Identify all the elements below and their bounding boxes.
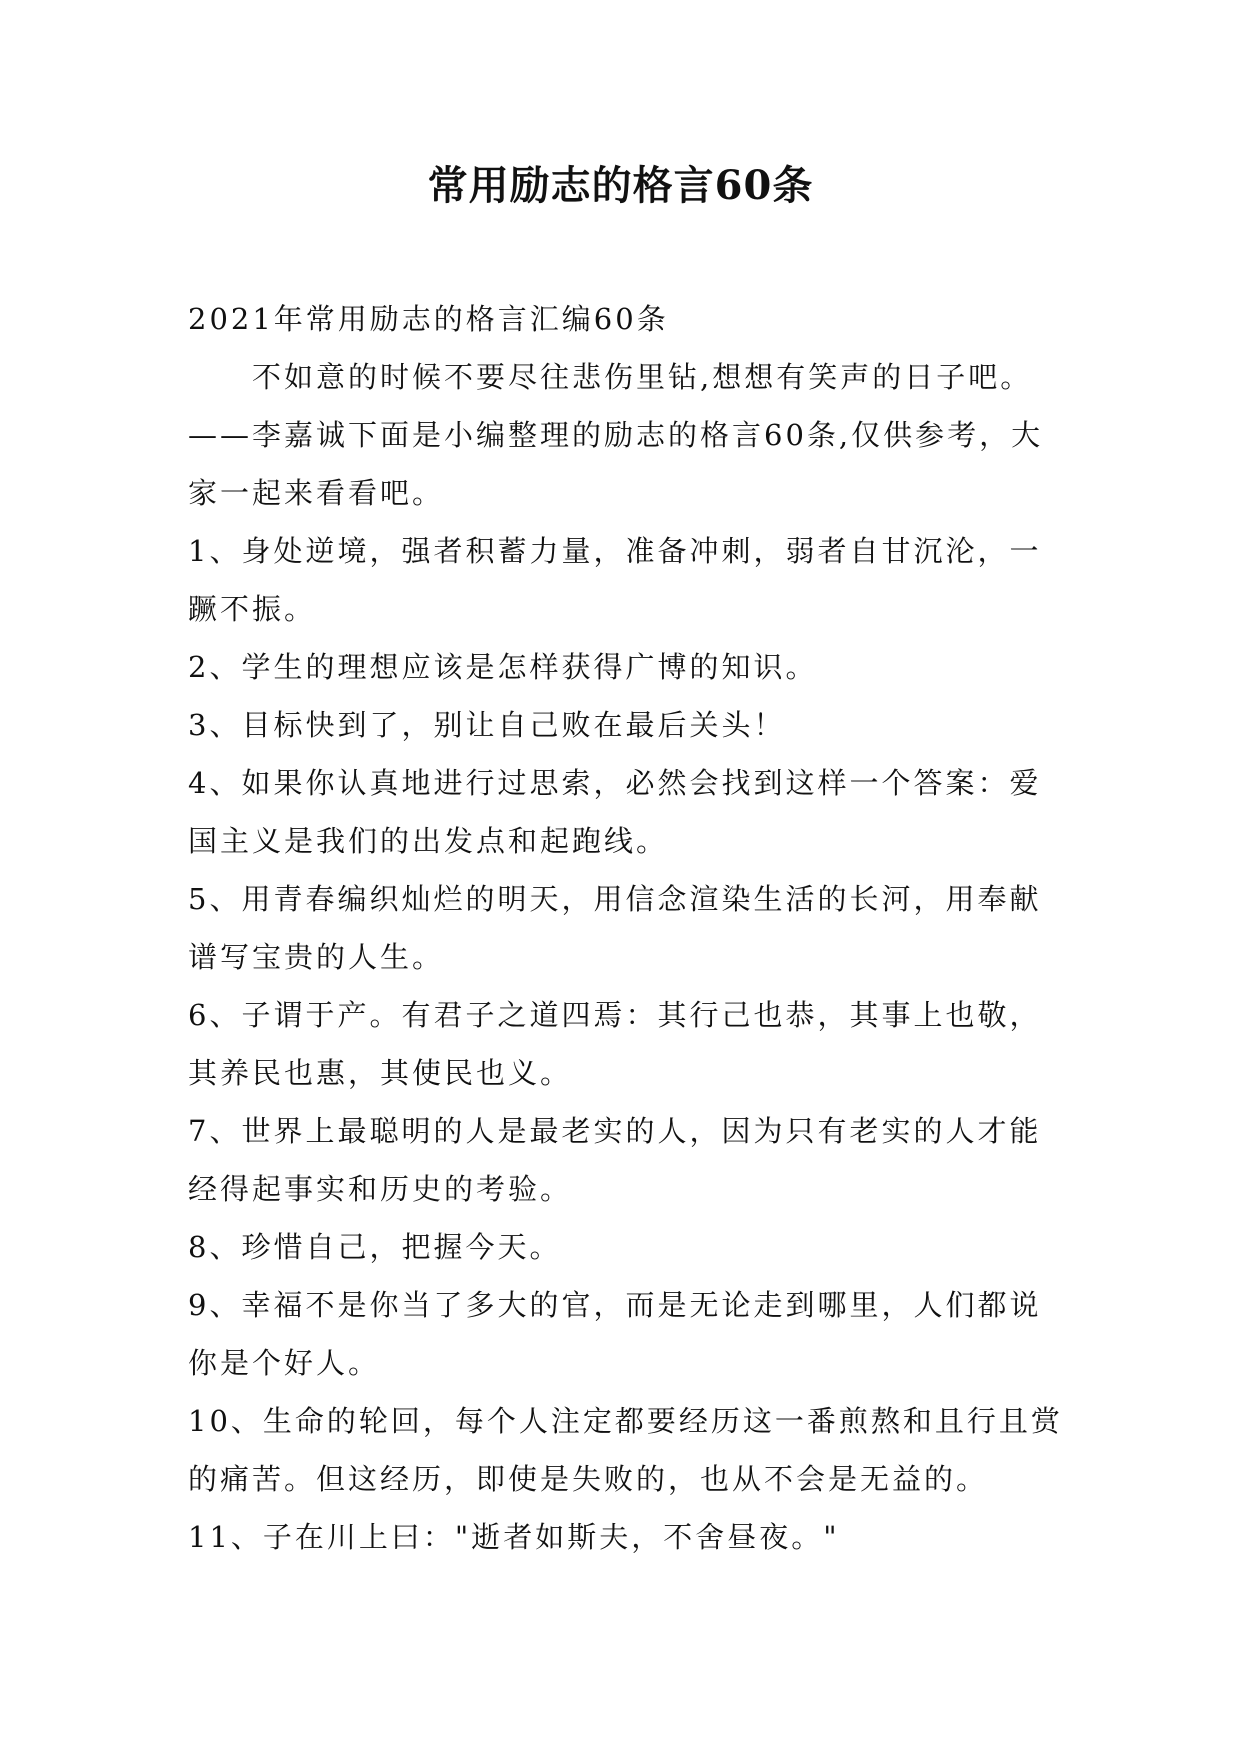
list-item: 3、目标快到了，别让自己败在最后关头！ [188,708,786,742]
list-item: 2、学生的理想应该是怎样获得广博的知识。 [188,650,818,684]
document-title: 常用励志的格言60条 [427,162,814,209]
list-item: 11、子在川上曰："逝者如斯夫，不舍昼夜。" [188,1520,840,1554]
list-item: 5、用青春编织灿烂的明天，用信念渲染生活的长河，用奉献谱写宝贵的人生。 [188,882,1042,974]
list-item: 4、如果你认真地进行过思索，必然会找到这样一个答案：爱国主义是我们的出发点和起跑线。 [188,766,1042,858]
list-item: 9、幸福不是你当了多大的官，而是无论走到哪里，人们都说你是个好人。 [188,1288,1042,1380]
list-item: 10、生命的轮回，每个人注定都要经历这一番煎熬和且行且赏的痛苦。但这经历，即使是失败的，也从不会是无益的。 [188,1404,1063,1496]
document-body [188,290,1068,1566]
document-subtitle: 2021年常用励志的格言汇编60条 [188,302,669,336]
list-item: 1、身处逆境，强者积蓄力量，准备冲刺，弱者自甘沉沦，一蹶不振。 [188,534,1042,626]
list-item: 7、世界上最聪明的人是最老实的人，因为只有老实的人才能经得起事实和历史的考验。 [188,1114,1042,1206]
list-item: 8、珍惜自己，把握今天。 [188,1230,562,1264]
intro-paragraph: 不如意的时候不要尽往悲伤里钻,想想有笑声的日子吧。——李嘉诚下面是小编整理的励志的格言60条,仅供参考，大家一起来看看吧。 [188,360,1044,510]
list-item: 6、子谓于产。有君子之道四焉：其行己也恭，其事上也敬，其养民也惠，其使民也义。 [188,998,1042,1090]
